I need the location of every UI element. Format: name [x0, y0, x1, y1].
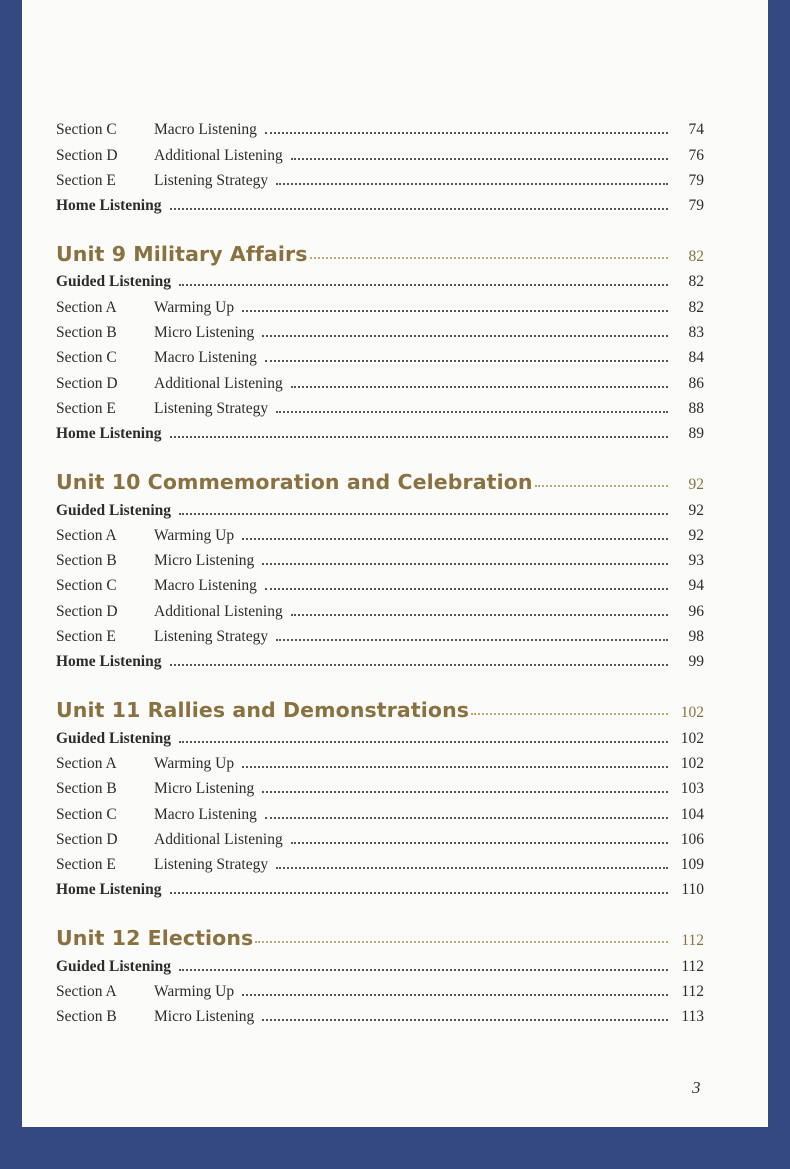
dot-leader — [291, 158, 668, 160]
section-label: Section E — [56, 171, 116, 189]
section-label: Section B — [56, 1008, 117, 1026]
toc-entry[interactable] — [56, 190, 704, 215]
dot-leader — [262, 1019, 668, 1021]
dot-leader — [291, 842, 668, 844]
toc-entry[interactable] — [56, 393, 704, 418]
toc-entry[interactable] — [56, 773, 704, 798]
section-label: Section B — [56, 324, 117, 342]
toc-entry[interactable] — [56, 266, 704, 291]
dot-leader — [310, 257, 668, 259]
dot-leader — [170, 208, 669, 210]
entry-page-number: 82 — [688, 298, 704, 316]
entry-title: Guided Listening — [56, 501, 171, 519]
toc-entry[interactable] — [56, 849, 704, 874]
section-label: Section A — [56, 298, 117, 316]
entry-page-number: 76 — [688, 146, 704, 164]
entry-title: Additional Listening — [154, 374, 283, 392]
entry-title: Micro Listening — [154, 1008, 255, 1026]
toc-entry[interactable] — [56, 165, 704, 190]
toc-entry[interactable] — [56, 824, 704, 849]
entry-page-number: 88 — [688, 399, 704, 417]
section-label: Section D — [56, 830, 118, 848]
toc-entry[interactable] — [56, 595, 704, 620]
entry-page-number: 93 — [688, 552, 704, 570]
unit-title: Unit 11 Rallies and Demonstrations — [56, 698, 470, 723]
entry-page-number: 110 — [681, 881, 704, 899]
entry-page-number: 94 — [688, 577, 704, 595]
dot-leader — [276, 867, 668, 869]
section-label: Section C — [56, 121, 117, 139]
entry-title: Macro Listening — [154, 805, 257, 823]
entry-title: Macro Listening — [154, 577, 257, 595]
toc-entry[interactable] — [56, 114, 704, 139]
toc-entry[interactable] — [56, 367, 704, 392]
toc-entry[interactable] — [56, 950, 704, 975]
unit-title: Unit 9 Military Affairs — [56, 242, 308, 267]
dot-leader — [179, 969, 668, 971]
dot-leader — [535, 485, 668, 487]
toc-entry[interactable] — [56, 646, 704, 671]
dot-leader — [276, 411, 668, 413]
entry-page-number: 102 — [680, 754, 704, 772]
dot-leader — [291, 614, 668, 616]
section-label: Section E — [56, 399, 116, 417]
toc-entry[interactable] — [56, 1001, 704, 1026]
section-label: Section A — [56, 983, 117, 1001]
toc-entry[interactable] — [56, 722, 704, 747]
toc-entry[interactable] — [56, 748, 704, 773]
entry-page-number: 74 — [688, 121, 704, 139]
dot-leader — [262, 563, 668, 565]
section-label: Section E — [56, 628, 116, 646]
toc-entry[interactable] — [56, 291, 704, 316]
dot-leader — [242, 994, 668, 996]
entry-title: Additional Listening — [154, 146, 283, 164]
unit-heading[interactable] — [56, 692, 704, 722]
section-label: Section B — [56, 780, 117, 798]
entry-title: Home Listening — [56, 653, 162, 671]
entry-page-number: 96 — [688, 602, 704, 620]
unit-page-number: 92 — [688, 476, 704, 494]
unit-heading[interactable] — [56, 464, 704, 494]
dot-leader — [291, 386, 668, 388]
dot-leader — [179, 284, 668, 286]
entry-title: Additional Listening — [154, 602, 283, 620]
entry-title: Home Listening — [56, 425, 162, 443]
section-label: Section A — [56, 526, 117, 544]
toc-entry[interactable] — [56, 874, 704, 899]
toc-entry[interactable] — [56, 494, 704, 519]
page-number: 3 — [692, 1078, 701, 1097]
dot-leader — [170, 892, 669, 894]
section-label: Section B — [56, 552, 117, 570]
entry-page-number: 112 — [681, 957, 704, 975]
section-label: Section D — [56, 602, 118, 620]
toc-entry[interactable] — [56, 342, 704, 367]
entry-title: Macro Listening — [154, 121, 257, 139]
entry-title: Home Listening — [56, 197, 162, 215]
section-label: Section D — [56, 146, 118, 164]
section-label: Section C — [56, 805, 117, 823]
entry-page-number: 82 — [688, 273, 704, 291]
entry-title: Additional Listening — [154, 830, 283, 848]
dot-leader — [276, 183, 668, 185]
table-of-contents — [56, 114, 704, 1026]
unit-page-number: 82 — [688, 248, 704, 266]
entry-title: Guided Listening — [56, 729, 171, 747]
entry-page-number: 102 — [680, 729, 704, 747]
dot-leader — [170, 664, 669, 666]
section-label: Section C — [56, 577, 117, 595]
unit-page-number: 112 — [681, 932, 704, 950]
toc-entry[interactable] — [56, 520, 704, 545]
toc-entry[interactable] — [56, 139, 704, 164]
section-label: Section A — [56, 754, 117, 772]
section-label: Section E — [56, 856, 116, 874]
dot-leader — [242, 310, 668, 312]
entry-title: Macro Listening — [154, 349, 257, 367]
toc-entry[interactable] — [56, 570, 704, 595]
entry-title: Micro Listening — [154, 552, 255, 570]
entry-title: Listening Strategy — [154, 856, 269, 874]
entry-page-number: 104 — [680, 805, 704, 823]
entry-title: Listening Strategy — [154, 628, 269, 646]
dot-leader — [255, 941, 668, 943]
dot-leader — [265, 132, 668, 134]
dot-leader — [262, 791, 668, 793]
entry-page-number: 109 — [680, 856, 704, 874]
section-label: Section C — [56, 349, 117, 367]
toc-entry[interactable] — [56, 545, 704, 570]
entry-page-number: 79 — [688, 171, 704, 189]
entry-title: Warming Up — [154, 754, 235, 772]
dot-leader — [471, 713, 668, 715]
unit-heading[interactable] — [56, 236, 704, 266]
entry-title: Guided Listening — [56, 273, 171, 291]
dot-leader — [265, 588, 668, 590]
entry-title: Micro Listening — [154, 324, 255, 342]
unit-title: Unit 10 Commemoration and Celebration — [56, 470, 533, 495]
dot-leader — [242, 766, 668, 768]
unit-heading[interactable] — [56, 920, 704, 950]
entry-page-number: 86 — [688, 374, 704, 392]
entry-title: Micro Listening — [154, 780, 255, 798]
dot-leader — [262, 335, 668, 337]
entry-page-number: 103 — [680, 780, 704, 798]
entry-page-number: 92 — [688, 501, 704, 519]
entry-page-number: 112 — [681, 983, 704, 1001]
entry-title: Guided Listening — [56, 957, 171, 975]
dot-leader — [265, 360, 668, 362]
entry-page-number: 83 — [688, 324, 704, 342]
entry-title: Home Listening — [56, 881, 162, 899]
unit-title: Unit 12 Elections — [56, 926, 254, 951]
entry-page-number: 98 — [688, 628, 704, 646]
entry-page-number: 92 — [688, 526, 704, 544]
entry-page-number: 89 — [688, 425, 704, 443]
dot-leader — [276, 639, 668, 641]
book-page — [22, 0, 768, 1127]
dot-leader — [242, 538, 668, 540]
section-label: Section D — [56, 374, 118, 392]
entry-page-number: 79 — [688, 197, 704, 215]
entry-title: Warming Up — [154, 983, 235, 1001]
entry-title: Warming Up — [154, 526, 235, 544]
entry-title: Listening Strategy — [154, 171, 269, 189]
toc-entry[interactable] — [56, 976, 704, 1001]
entry-page-number: 99 — [688, 653, 704, 671]
entry-page-number: 84 — [688, 349, 704, 367]
entry-page-number: 113 — [681, 1008, 704, 1026]
toc-entry[interactable] — [56, 418, 704, 443]
toc-entry[interactable] — [56, 621, 704, 646]
dot-leader — [179, 741, 668, 743]
entry-title: Warming Up — [154, 298, 235, 316]
dot-leader — [170, 436, 669, 438]
dot-leader — [265, 817, 668, 819]
entry-title: Listening Strategy — [154, 399, 269, 417]
entry-page-number: 106 — [680, 830, 704, 848]
toc-entry[interactable] — [56, 317, 704, 342]
toc-entry[interactable] — [56, 798, 704, 823]
unit-page-number: 102 — [680, 704, 704, 722]
dot-leader — [179, 513, 668, 515]
